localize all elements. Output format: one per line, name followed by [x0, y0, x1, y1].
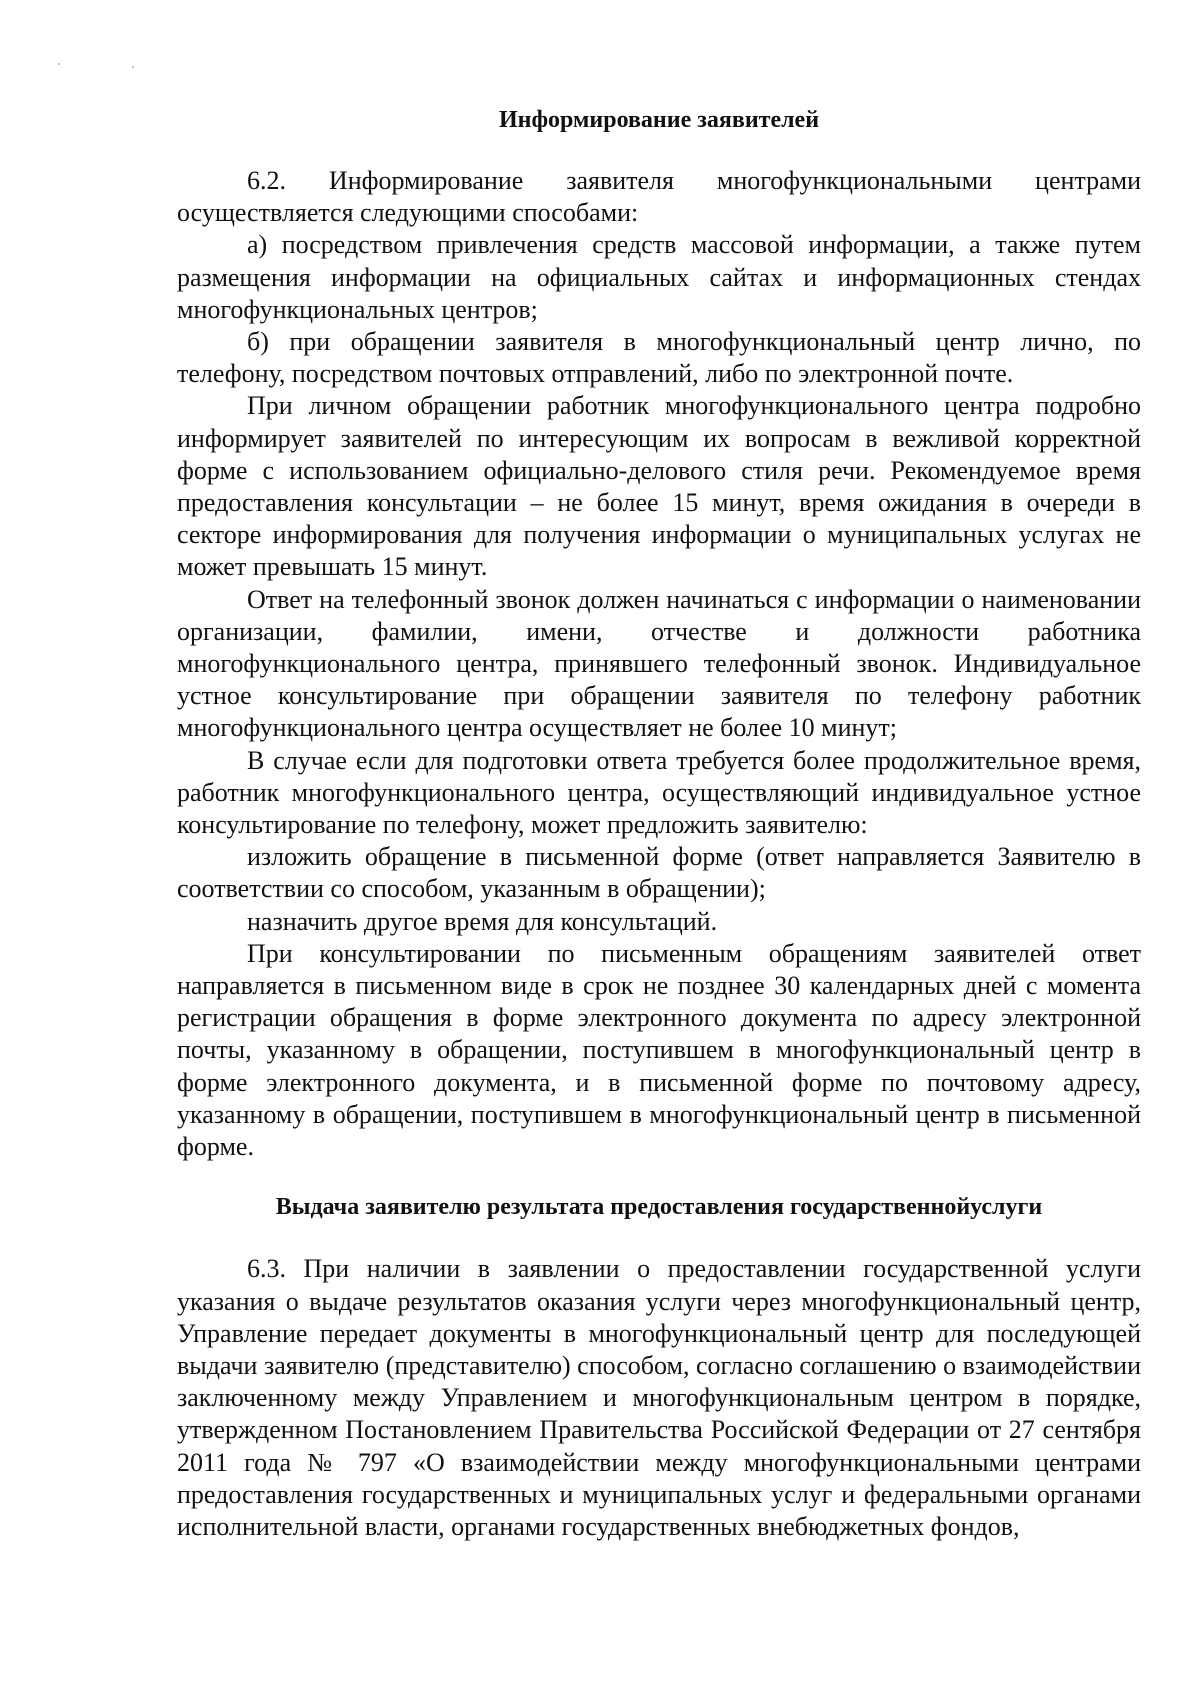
- paragraph-method-b: б) при обращении заявителя в многофункциональный центр лично, по телефону, посредством почтовых отправлений, либо по электронной почте.: [177, 327, 1141, 389]
- scan-speck: [58, 63, 60, 65]
- paragraph-6-2: 6.2. Информирование заявителя многофункциональными центрами осуществляется следующими способами:: [177, 166, 1141, 228]
- section-heading-informing: Информирование заявителей: [498, 107, 820, 133]
- paragraph-written-requests: При консультировании по письменным обращениям заявителей ответ направляется в письменном виде в срок не позднее 30 календарных дней с момента регистрации обращения в форме электронного документа по адресу электронной почты, указанному в обращении, поступившем в многофункциональный центр в форме электронного документа, и в письменной форме по почтовому адресу, указанному в обращении, поступившем в многофункциональный центр в письменной форме.: [177, 938, 1141, 1162]
- paragraph-personal-visit: При личном обращении работник многофункционального центра подробно информирует заявителей по интересующим их вопросам в вежливой корректной форме с использованием официально-делового стиля речи. Рекомендуемое время предоставления консультации – не более 15 минут, время ожидания в очереди в секторе информирования для получения информации о муниципальных услугах не может превышать 15 минут.: [177, 391, 1141, 582]
- paragraph-longer-time: В случае если для подготовки ответа требуется более продолжительное время, работник многофункционального центра, осуществляющий индивидуальное устное консультирование по телефону, может предложить заявителю:: [177, 745, 1141, 840]
- scan-speck: [132, 66, 134, 68]
- section-heading-result: Выдача заявителю результата предоставления государственнойуслуги: [275, 1194, 1043, 1221]
- paragraph-method-a: а) посредством привлечения средств массовой информации, а также путем размещения информации на официальных сайтах и информационных стендах многофункциональных центров;: [177, 230, 1141, 324]
- paragraph-phone-call: Ответ на телефонный звонок должен начинаться с информации о наименовании организации, фамилии, имени, отчестве и должности работника многофункционального центра, принявшего телефонный звонок. Индивидуальное устное консультирование при обращении заявителя по телефону работник многофункционального центра осуществляет не более 10 минут;: [177, 584, 1141, 743]
- paragraph-6-3: 6.3. При наличии в заявлении о предоставлении государственной услуги указания о выдаче результатов оказания услуги через многофункциональный центр, Управление передает документы в многофункциональный центр для последующей выдачи заявителю (представителю) способом, согласно соглашению о взаимодействии заключенному между Управлением и многофункциональным центром в порядке, утвержденном Постановлением Правительства Российской Федерации от 27 сентября 2011 года № 797 «О взаимодействии между многофункциональными центрами предоставления государственных и муниципальных услуг и федеральными органами исполнительной власти, органами государственных внебюджетных фондов,: [177, 1254, 1141, 1541]
- document-body: [177, 104, 1141, 1543]
- paragraph-written-option: изложить обращение в письменной форме (ответ направляется Заявителю в соответствии со способом, указанным в обращении);: [177, 842, 1141, 904]
- paragraph-other-time: назначить другое время для консультаций.: [247, 906, 718, 936]
